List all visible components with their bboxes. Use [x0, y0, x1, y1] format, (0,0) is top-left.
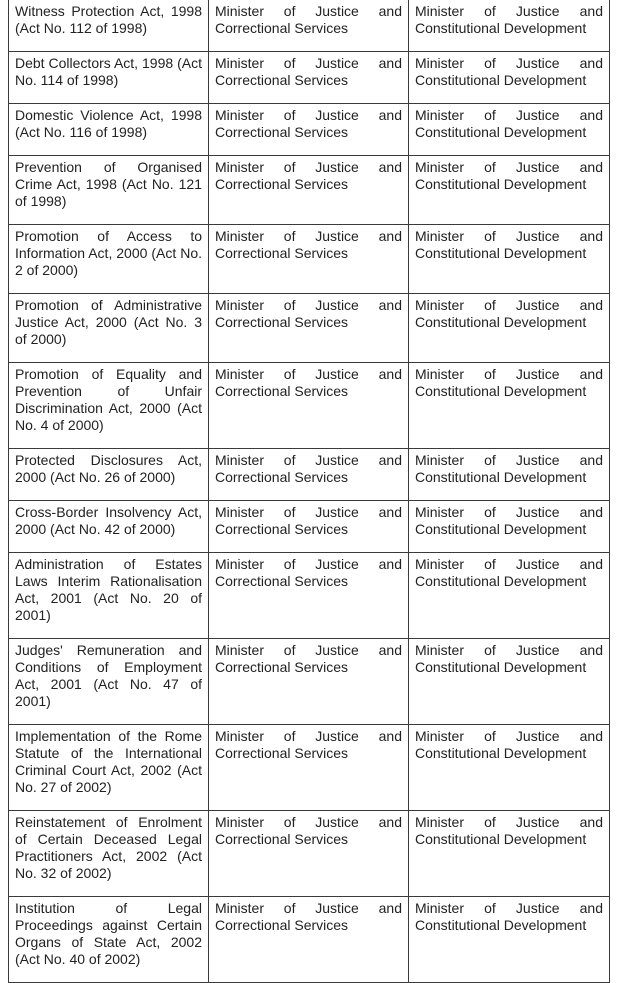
minister-cell: Minister of Justice and Correctional Services: [209, 725, 409, 811]
department-cell: Minister of Justice and Constitutional Development: [409, 294, 610, 363]
minister-cell: Minister of Justice and Correctional Services: [209, 294, 409, 363]
minister-cell: Minister of Justice and Correctional Services: [209, 363, 409, 449]
table-row: [9, 449, 610, 501]
act-title-cell: Promotion of Administrative Justice Act, 2000 (Act No. 3 of 2000): [9, 294, 209, 363]
table-row: [9, 811, 610, 897]
table-row: [9, 363, 610, 449]
minister-cell: Minister of Justice and Correctional Services: [209, 639, 409, 725]
act-title-cell: Debt Collectors Act, 1998 (Act No. 114 of 1998): [9, 52, 209, 104]
department-cell: Minister of Justice and Constitutional Development: [409, 225, 610, 294]
table-row: [9, 156, 610, 225]
minister-cell: Minister of Justice and Correctional Services: [209, 897, 409, 983]
act-title-cell: Promotion of Access to Information Act, 2000 (Act No. 2 of 2000): [9, 225, 209, 294]
minister-cell: Minister of Justice and Correctional Services: [209, 0, 409, 52]
table-row: [9, 725, 610, 811]
department-cell: Minister of Justice and Constitutional Development: [409, 897, 610, 983]
act-title-cell: Judges' Remuneration and Conditions of Employment Act, 2001 (Act No. 47 of 2001): [9, 639, 209, 725]
table-row: [9, 501, 610, 553]
act-title-cell: Administration of Estates Laws Interim Rationalisation Act, 2001 (Act No. 20 of 2001): [9, 553, 209, 639]
act-title-cell: Cross-Border Insolvency Act, 2000 (Act No. 42 of 2000): [9, 501, 209, 553]
department-cell: Minister of Justice and Constitutional Development: [409, 156, 610, 225]
table-row: [9, 52, 610, 104]
department-cell: Minister of Justice and Constitutional Development: [409, 725, 610, 811]
department-cell: Minister of Justice and Constitutional Development: [409, 449, 610, 501]
table-row: [9, 104, 610, 156]
minister-cell: Minister of Justice and Correctional Services: [209, 225, 409, 294]
table-row: [9, 294, 610, 363]
department-cell: Minister of Justice and Constitutional Development: [409, 363, 610, 449]
table-row: [9, 553, 610, 639]
table-row: [9, 0, 610, 52]
minister-cell: Minister of Justice and Correctional Services: [209, 501, 409, 553]
department-cell: Minister of Justice and Constitutional Development: [409, 639, 610, 725]
minister-cell: Minister of Justice and Correctional Services: [209, 52, 409, 104]
department-cell: Minister of Justice and Constitutional Development: [409, 501, 610, 553]
department-cell: Minister of Justice and Constitutional Development: [409, 104, 610, 156]
act-title-cell: Prevention of Organised Crime Act, 1998 (Act No. 121 of 1998): [9, 156, 209, 225]
act-title-cell: Promotion of Equality and Prevention of Unfair Discrimination Act, 2000 (Act No. 4 of 2000): [9, 363, 209, 449]
acts-table: [8, 0, 610, 983]
department-cell: Minister of Justice and Constitutional Development: [409, 811, 610, 897]
act-title-cell: Institution of Legal Proceedings against Certain Organs of State Act, 2002 (Act No. 40 of 2002): [9, 897, 209, 983]
act-title-cell: Witness Protection Act, 1998 (Act No. 112 of 1998): [9, 0, 209, 52]
department-cell: Minister of Justice and Constitutional Development: [409, 553, 610, 639]
minister-cell: Minister of Justice and Correctional Services: [209, 553, 409, 639]
act-title-cell: Implementation of the Rome Statute of the International Criminal Court Act, 2002 (Act No. 27 of 2002): [9, 725, 209, 811]
table-row: [9, 639, 610, 725]
document-page: [8, 0, 609, 983]
act-title-cell: Domestic Violence Act, 1998 (Act No. 116 of 1998): [9, 104, 209, 156]
act-title-cell: Protected Disclosures Act, 2000 (Act No. 26 of 2000): [9, 449, 209, 501]
table-row: [9, 225, 610, 294]
minister-cell: Minister of Justice and Correctional Services: [209, 156, 409, 225]
department-cell: Minister of Justice and Constitutional Development: [409, 52, 610, 104]
department-cell: Minister of Justice and Constitutional Development: [409, 0, 610, 52]
table-row: [9, 897, 610, 983]
minister-cell: Minister of Justice and Correctional Services: [209, 104, 409, 156]
minister-cell: Minister of Justice and Correctional Services: [209, 449, 409, 501]
act-title-cell: Reinstatement of Enrolment of Certain Deceased Legal Practitioners Act, 2002 (Act No. 32 of 2002): [9, 811, 209, 897]
minister-cell: Minister of Justice and Correctional Services: [209, 811, 409, 897]
